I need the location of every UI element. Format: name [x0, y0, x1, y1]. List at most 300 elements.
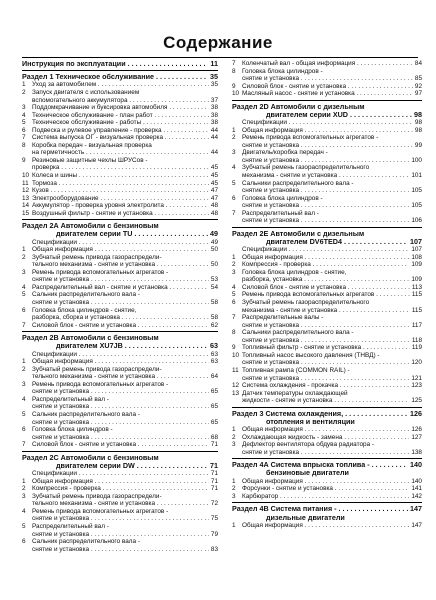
entry-title: снятие и установка . . . [32, 299, 209, 307]
entry-title: Компрессия - проверка . . . [242, 261, 409, 269]
page-number [216, 493, 218, 501]
toc-section-heading[interactable] [232, 238, 422, 246]
entry-number [22, 434, 32, 442]
page-number: 113 [411, 283, 422, 291]
toc-entry[interactable] [232, 291, 422, 299]
entry-number [22, 515, 32, 523]
toc-entry[interactable] [232, 478, 422, 486]
entry-number: 11 [22, 179, 29, 187]
entry-number [232, 337, 242, 345]
page-number [216, 426, 218, 434]
toc-entry[interactable] [22, 284, 218, 292]
toc-entry[interactable] [22, 538, 218, 546]
toc-section-heading[interactable] [22, 230, 218, 238]
toc-entry[interactable] [22, 142, 218, 150]
toc-entry[interactable] [232, 397, 422, 405]
toc-entry[interactable] [232, 390, 422, 398]
entry-title: разборка, сборка и установка . . . [32, 314, 209, 322]
section-title: Раздел 4А Система впрыска топлива - . . . [232, 461, 408, 469]
entry-number: 1 [22, 246, 26, 254]
toc-entry[interactable] [232, 337, 422, 345]
entry-number: 5 [22, 119, 26, 127]
toc-entry[interactable] [22, 180, 218, 188]
page-number: 38 [210, 111, 218, 119]
toc-entry[interactable] [22, 314, 218, 322]
toc-entry[interactable] [22, 307, 218, 315]
toc-entry[interactable] [22, 195, 218, 203]
entry-title: Техническое обслуживание - работы . . . [32, 119, 209, 127]
toc-entry[interactable] [22, 388, 218, 396]
toc-entry[interactable] [22, 523, 218, 531]
entry-number: 6 [22, 538, 26, 546]
page-number [420, 352, 422, 360]
entry-title: Техническое обслуживание - план работ . . . [32, 112, 209, 120]
toc-entry[interactable] [22, 299, 218, 307]
entry-title: снятие и установка . . . [32, 403, 209, 411]
entry-number [232, 307, 242, 315]
page-number: 142 [411, 492, 422, 500]
toc-entry[interactable] [22, 515, 218, 523]
page-number: 98 [414, 119, 422, 127]
entry-title: Топливная рампа (COMMON RAIL) - [242, 366, 350, 374]
entry-number: 6 [22, 426, 26, 434]
entry-title: тельного механизма - снятие и установка . . . [32, 500, 209, 508]
entry-title: механизма - снятие и установка . . . [242, 172, 409, 180]
toc-section-heading[interactable] [22, 342, 218, 350]
toc-entry[interactable] [22, 172, 218, 180]
entry-number [232, 322, 242, 330]
toc-entry[interactable] [232, 134, 422, 142]
entry-title: Зубчатый ремень привода газораспредели- [32, 492, 162, 500]
entry-title: Спецификации . . . [32, 351, 209, 359]
page-number [216, 411, 218, 419]
toc-entry[interactable] [232, 322, 422, 330]
toc-section-heading[interactable] [232, 505, 422, 513]
entry-number: 12 [22, 187, 30, 195]
section-title: Раздел 2B Автомобили с бензиновым [22, 334, 159, 343]
entry-title: Система охлаждения - прокачка . . . [242, 382, 409, 390]
entry-title: снятие и установка . . . [242, 322, 410, 330]
page-number: 115 [411, 291, 422, 299]
toc-entry[interactable] [232, 284, 422, 292]
toc-entry[interactable] [22, 134, 218, 142]
toc-entry[interactable] [232, 382, 422, 390]
entry-title: Топливный фильтр - снятие и установка . . . [242, 344, 410, 352]
toc-entry[interactable] [232, 329, 422, 337]
entry-title: Двигатель/коробка передач - [242, 149, 328, 157]
toc-entry[interactable] [232, 493, 422, 501]
toc-entry[interactable] [22, 202, 218, 210]
entry-number: 9 [232, 82, 236, 90]
toc-entry[interactable] [232, 90, 422, 98]
entry-title: вспомогательного аккумулятора . . . [32, 97, 209, 105]
entry-number [22, 500, 32, 508]
entry-title: Воздушный фильтр - снятие и установка . . . [32, 210, 209, 218]
entry-title: Форсунки - снятие и установка . . . [242, 485, 409, 493]
toc-entry[interactable] [232, 359, 422, 367]
toc-column-left [22, 60, 218, 553]
page-number: 68 [210, 433, 218, 441]
entry-number: 13 [232, 389, 240, 397]
toc-entry[interactable] [232, 202, 422, 210]
toc-entry[interactable] [22, 351, 218, 359]
toc-entry[interactable] [232, 164, 422, 172]
page-number: 50 [210, 261, 218, 269]
entry-number: 11 [232, 366, 239, 374]
toc-entry[interactable] [232, 83, 422, 91]
page-number [420, 299, 422, 307]
toc-entry[interactable] [22, 164, 218, 172]
entry-title: снятие и установка . . . [242, 337, 410, 345]
section-divider [22, 70, 218, 71]
entry-title: Зубчатый ремень привода газораспредели- [32, 365, 162, 373]
toc-entry[interactable] [22, 291, 218, 299]
entry-title: тельного механизма - снятие и установка . . . [32, 261, 209, 269]
toc-entry[interactable] [232, 157, 422, 165]
section-title: Раздел 2С Автомобили с бензиновым [22, 453, 159, 462]
toc-entry[interactable] [232, 187, 422, 195]
toc-section-heading[interactable] [232, 410, 422, 418]
entry-title: Сальники распределительного вала - [242, 329, 354, 337]
entry-title: Датчик температуры охлаждающей [242, 389, 348, 397]
entry-number: 9 [232, 344, 236, 352]
toc-entry[interactable] [232, 195, 422, 203]
entry-number: 4 [22, 111, 26, 119]
entry-number [232, 217, 242, 225]
page-number [216, 142, 218, 150]
section-title: бензиновые двигатели [266, 469, 349, 478]
entry-number [22, 531, 32, 539]
entry-number: 14 [22, 202, 30, 210]
toc-entry[interactable] [22, 366, 218, 374]
page-number [216, 538, 218, 546]
entry-number: 3 [22, 380, 26, 388]
page-number: 107 [411, 246, 422, 254]
section-title: двигателем XU7JB . . . [56, 342, 208, 350]
entry-number [22, 470, 32, 478]
toc-entry[interactable] [232, 485, 422, 493]
toc-entry[interactable] [22, 112, 218, 120]
toc-entry[interactable] [22, 508, 218, 516]
entry-title: Подвеска и рулевое управление - проверка . . . [32, 127, 209, 135]
page-number: 44 [210, 126, 218, 134]
page-number: 48 [210, 202, 218, 210]
section-title: Инструкция по эксплуатации . . . [22, 60, 208, 68]
section-divider [232, 502, 422, 503]
section-title: двигателем серии TU . . . [56, 230, 208, 238]
toc-entry[interactable] [22, 531, 218, 539]
toc-section-heading[interactable] [232, 469, 422, 477]
entry-number [232, 397, 242, 405]
page-number: 49 [210, 238, 218, 246]
toc-entry[interactable] [22, 104, 218, 112]
entry-number [22, 388, 32, 396]
toc-entry[interactable] [22, 149, 218, 157]
section-title: Раздел 4В Система питания - . . . [232, 505, 408, 513]
toc-entry[interactable] [232, 522, 422, 530]
entry-number: 1 [232, 426, 236, 434]
entry-title: Топливный насос высокого давления (ТНВД) - [242, 351, 380, 359]
toc-entry[interactable] [22, 381, 218, 389]
page-number: 117 [411, 321, 422, 329]
toc-entry[interactable] [232, 314, 422, 322]
toc-entry[interactable] [232, 307, 422, 315]
toc-entry[interactable] [232, 149, 422, 157]
toc-entry[interactable] [232, 352, 422, 360]
page-number [420, 134, 422, 142]
page-number: 53 [210, 276, 218, 284]
toc-entry[interactable] [232, 441, 422, 449]
page-number [216, 157, 218, 165]
toc-entry[interactable] [232, 449, 422, 457]
entry-title: Сальник распределительного вала - [32, 291, 140, 299]
toc-entry[interactable] [22, 434, 218, 442]
page-number [216, 366, 218, 374]
toc-entry[interactable] [22, 546, 218, 554]
entry-number: 2 [22, 253, 26, 261]
toc-section-heading[interactable] [232, 230, 422, 238]
page-number: 37 [210, 96, 218, 104]
toc-entry[interactable] [22, 426, 218, 434]
section-title: дизельные двигатели [266, 513, 345, 522]
toc-entry[interactable] [22, 254, 218, 262]
toc-entry[interactable] [232, 119, 422, 127]
entry-title: Зубчатый ремень газораспределительного [242, 164, 370, 172]
entry-title: Ремень привода вспомогательных агрегатов - [32, 380, 169, 388]
toc-entry[interactable] [232, 269, 422, 277]
toc-entry[interactable] [22, 119, 218, 127]
toc-entry[interactable] [22, 478, 218, 486]
entry-number [22, 351, 32, 359]
page-number: 109 [411, 276, 422, 284]
toc-section-heading[interactable] [22, 73, 218, 81]
entry-number [232, 172, 242, 180]
entry-number [22, 373, 32, 381]
toc-entry[interactable] [232, 180, 422, 188]
toc-entry[interactable] [232, 367, 422, 375]
entry-title: снятие и установка . . . [242, 157, 409, 165]
toc-section-heading[interactable] [22, 334, 218, 342]
page-number: 85 [414, 75, 422, 83]
page-number [216, 307, 218, 315]
page-number: 84 [414, 60, 422, 67]
toc-entry[interactable] [232, 276, 422, 284]
toc-entry[interactable] [232, 375, 422, 383]
toc-entry[interactable] [22, 276, 218, 284]
entry-number [232, 375, 242, 383]
entry-number: 2 [232, 433, 236, 441]
entry-number [22, 164, 32, 172]
toc-entry[interactable] [22, 157, 218, 165]
entry-title: снятие и установка . . . [242, 359, 409, 367]
entry-number: 6 [232, 299, 236, 307]
page-number [420, 149, 422, 157]
page-number: 101 [411, 171, 422, 179]
toc-entry[interactable] [22, 470, 218, 478]
page-number: 140 [410, 460, 422, 470]
toc-entry[interactable] [232, 68, 422, 76]
entry-title: Общая информация . . . [242, 478, 409, 486]
entry-title: Головка блока цилиндров - [32, 426, 113, 434]
toc-section-heading[interactable] [22, 222, 218, 230]
entry-title: снятие и установка . . . [32, 276, 209, 284]
entry-number: 1 [22, 477, 26, 485]
toc-entry[interactable] [232, 217, 422, 225]
page-number: 45 [210, 164, 218, 172]
entry-number: 5 [22, 291, 26, 299]
toc-section-heading[interactable] [232, 103, 422, 111]
toc-entry[interactable] [22, 89, 218, 97]
toc-entry[interactable] [232, 246, 422, 254]
toc-entry[interactable] [22, 246, 218, 254]
entry-title: Электрооборудование . . . [32, 195, 209, 203]
section-title: Раздел 2А Автомобили с бензиновым [22, 222, 159, 231]
toc-section-heading[interactable] [22, 462, 218, 470]
page-number: 125 [411, 397, 422, 405]
page-number: 58 [210, 299, 218, 307]
toc-section-heading[interactable] [232, 111, 422, 119]
section-title: двигателем серии DW . . . [56, 462, 208, 470]
toc-entry[interactable] [232, 60, 422, 68]
page-number: 147 [411, 521, 422, 529]
entry-number: 4 [22, 283, 26, 291]
entry-title: разборка, установка . . . [242, 276, 409, 284]
page-number [216, 291, 218, 299]
entry-number: 5 [22, 522, 26, 530]
toc-entry[interactable] [232, 210, 422, 218]
page-number: 63 [210, 341, 218, 351]
toc-entry[interactable] [22, 358, 218, 366]
toc-entry[interactable] [232, 261, 422, 269]
toc-entry[interactable] [22, 81, 218, 89]
entry-number [232, 157, 242, 165]
toc-entry[interactable] [232, 344, 422, 352]
entry-number: 5 [232, 291, 236, 299]
entry-number: 7 [22, 134, 26, 142]
toc-section-heading[interactable] [232, 418, 422, 426]
entry-number [22, 314, 32, 322]
toc-entry[interactable] [232, 142, 422, 150]
toc-entry[interactable] [232, 434, 422, 442]
entry-number: 1 [22, 358, 26, 366]
page-number [420, 329, 422, 337]
entry-title: Общая информация . . . [32, 478, 209, 486]
toc-entry[interactable] [22, 261, 218, 269]
entry-title: Дефлектор вентилятора обдува радиатора - [242, 441, 375, 449]
toc-section-heading[interactable] [22, 60, 218, 68]
page-number: 71 [210, 441, 218, 449]
page-number [420, 314, 422, 322]
page-number: 120 [411, 359, 422, 367]
entry-number: 13 [22, 194, 30, 202]
entry-title: Коробка передач - визуальная проверка [32, 141, 152, 149]
page-number: 58 [210, 314, 218, 322]
toc-entry[interactable] [22, 322, 218, 330]
toc-entry[interactable] [22, 97, 218, 105]
page-number: 38 [210, 119, 218, 127]
entry-number: 15 [22, 209, 30, 217]
toc-entry[interactable] [22, 396, 218, 404]
entry-number: 6 [22, 126, 26, 134]
toc-entry[interactable] [22, 419, 218, 427]
toc-entry[interactable] [232, 75, 422, 83]
toc-entry[interactable] [22, 187, 218, 195]
page-number: 72 [210, 500, 218, 508]
toc-entry[interactable] [22, 127, 218, 135]
section-title: Раздел 1 Техническое обслуживание . . . [22, 73, 208, 81]
toc-entry[interactable] [22, 373, 218, 381]
entry-title: Колеса и шины . . . [32, 172, 209, 180]
page-number [420, 390, 422, 398]
entry-number: 10 [22, 171, 30, 179]
section-title: отопления и вентиляции [266, 417, 355, 426]
toc-entry[interactable] [22, 403, 218, 411]
page-number: 63 [210, 358, 218, 366]
entry-number: 7 [22, 321, 26, 329]
toc-entry[interactable] [232, 127, 422, 135]
page-number [420, 68, 422, 76]
toc-entry[interactable] [22, 411, 218, 419]
page-number [420, 514, 422, 522]
section-title: двигателем DV6TED4 . . . [266, 238, 408, 246]
section-divider [232, 407, 422, 408]
entry-title: Запуск двигателя с использованием [32, 88, 140, 96]
entry-title: Система выпуска ОГ - визуальная проверка . . . [32, 134, 209, 142]
toc-entry[interactable] [232, 172, 422, 180]
page-number: 65 [210, 403, 218, 411]
toc-entry[interactable] [232, 254, 422, 262]
toc-entry[interactable] [232, 426, 422, 434]
toc-entry[interactable] [22, 485, 218, 493]
entry-title: снятие и установка . . . [32, 419, 209, 427]
toc-entry[interactable] [22, 269, 218, 277]
entry-number [232, 119, 242, 127]
toc-entry[interactable] [22, 210, 218, 218]
entry-number: 4 [22, 507, 26, 515]
toc-section-heading[interactable] [232, 461, 422, 469]
entry-title: Ремень привода вспомогательных агрегатов - [32, 507, 169, 515]
toc-section-heading[interactable] [22, 454, 218, 462]
page-number: 71 [210, 485, 218, 493]
entry-title: Зубчатый ремень газораспределительного [242, 299, 370, 307]
section-title: двигателем серии XUD . . . [266, 111, 412, 119]
toc-entry[interactable] [22, 500, 218, 508]
entry-number [22, 403, 32, 411]
entry-number: 8 [232, 329, 236, 337]
page-number [420, 164, 422, 172]
toc-entry[interactable] [22, 441, 218, 449]
entry-title: Аккумулятор - проверка уровня электролита . . . [32, 202, 209, 210]
entry-title: Силовой блок - снятие и установка . . . [32, 322, 209, 330]
entry-number: 8 [232, 67, 236, 75]
entry-title: Кузов . . . [32, 187, 209, 195]
toc-section-heading[interactable] [232, 514, 422, 522]
entry-title: Сальники распределительного вала - [242, 179, 354, 187]
toc-entry[interactable] [22, 239, 218, 247]
toc-entry[interactable] [232, 299, 422, 307]
page-number: 35 [210, 81, 218, 89]
page-number: 47 [210, 187, 218, 195]
entry-number: 12 [232, 382, 240, 390]
page-number [420, 367, 422, 375]
page-number: 126 [410, 408, 422, 418]
toc-entry[interactable] [22, 493, 218, 501]
entry-title: снятие и установка . . . [32, 515, 209, 523]
entry-title: тельного механизма - снятие и установка . . . [32, 373, 209, 381]
page-number [216, 508, 218, 516]
page-number [420, 195, 422, 203]
entry-number: 1 [232, 477, 236, 485]
